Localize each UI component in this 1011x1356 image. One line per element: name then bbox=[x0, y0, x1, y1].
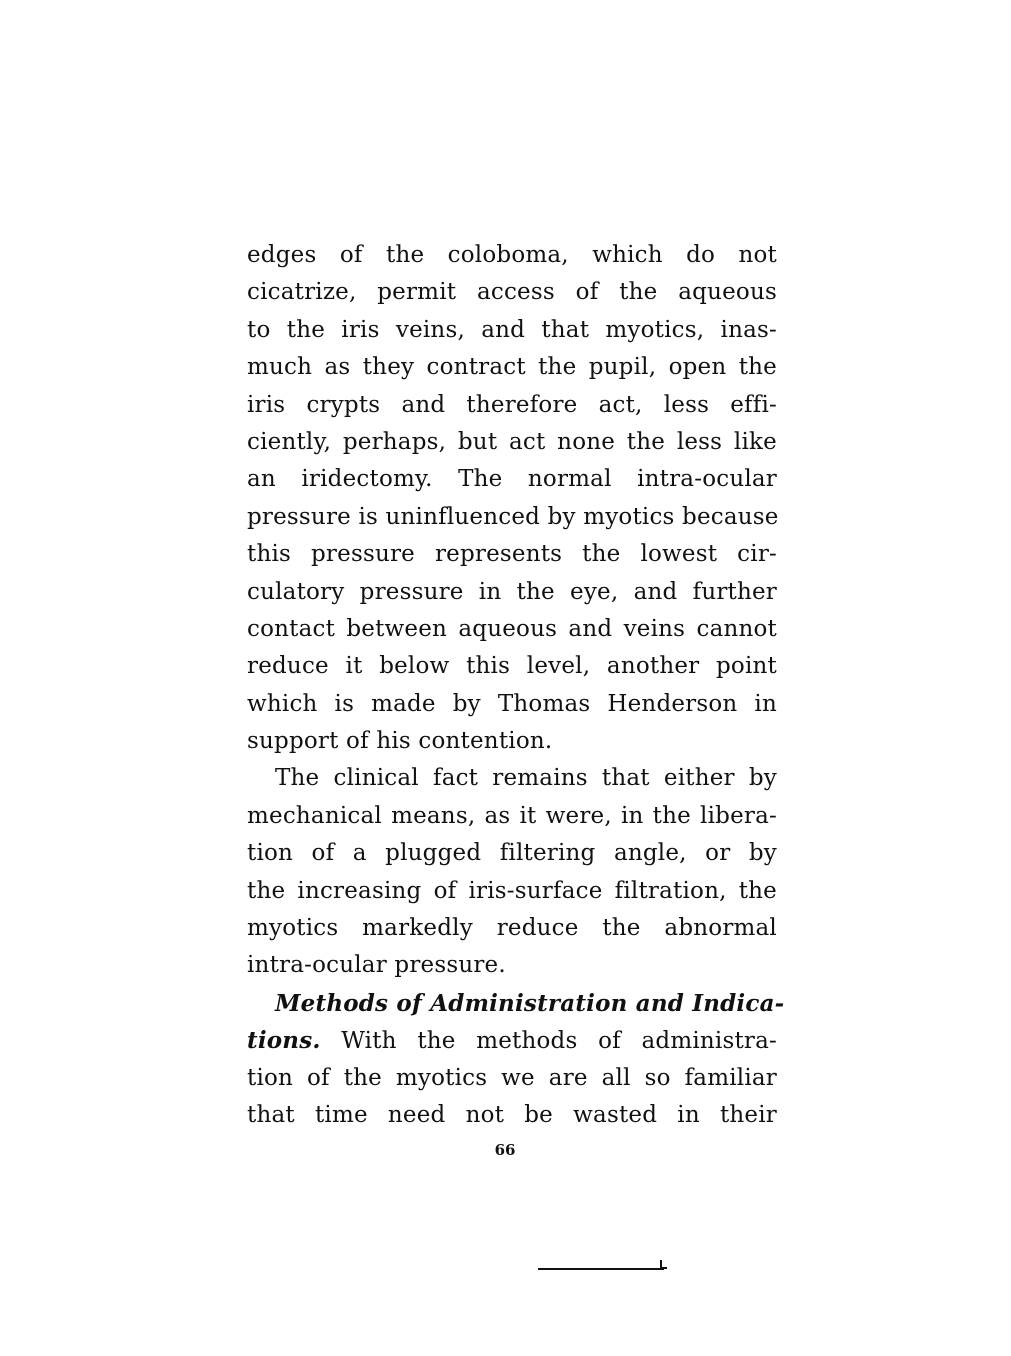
text-line: myotics markedly reduce the abnormal bbox=[247, 915, 777, 942]
body-text bbox=[247, 237, 785, 1134]
page-number: 66 bbox=[494, 1141, 516, 1159]
text-line: this pressure represents the lowest cir- bbox=[247, 541, 777, 568]
text-line: cicatrize, permit access of the aqueous bbox=[247, 279, 777, 306]
text-line: ciently, perhaps, but act none the less like bbox=[247, 428, 777, 455]
section-heading-continued: tions. bbox=[247, 1027, 321, 1055]
text-line: intra-ocular pressure. bbox=[247, 952, 506, 979]
text-line: tion of a plugged filtering angle, or by bbox=[247, 840, 777, 867]
text-line-with-heading bbox=[247, 1022, 777, 1059]
text-line: The clinical fact remains that either by bbox=[275, 765, 777, 792]
text-line: which is made by Thomas Henderson in bbox=[247, 690, 777, 717]
text-line: edges of the coloboma, which do not bbox=[247, 242, 777, 268]
text-line: the increasing of iris-surface filtration, the bbox=[247, 877, 777, 904]
text-line: pressure is uninfluenced by myotics because bbox=[247, 503, 779, 530]
section-heading: Methods of Administration and Indica- bbox=[275, 989, 785, 1017]
text-line: iris crypts and therefore act, less effi- bbox=[247, 391, 777, 418]
scan-rule-line bbox=[538, 1268, 664, 1270]
text-line: contact between aqueous and veins cannot bbox=[247, 615, 777, 642]
text-line: to the iris veins, and that myotics, inas- bbox=[247, 316, 777, 343]
scan-rule-tick-foot bbox=[660, 1267, 667, 1269]
text-line: support of his contention. bbox=[247, 728, 553, 755]
text-line: much as they contract the pupil, open the bbox=[247, 354, 777, 381]
text-line: tion of the myotics we are all so familiar bbox=[247, 1064, 777, 1091]
text-line: mechanical means, as it were, in the libera- bbox=[247, 802, 777, 829]
text-line: reduce it below this level, another point bbox=[247, 653, 777, 680]
text-line: an iridectomy. The normal intra-ocular bbox=[247, 466, 777, 493]
text-line: culatory pressure in the eye, and further bbox=[247, 578, 777, 605]
text-line: With the methods of administra- bbox=[341, 1028, 777, 1055]
text-line: that time need not be wasted in their bbox=[247, 1101, 777, 1128]
